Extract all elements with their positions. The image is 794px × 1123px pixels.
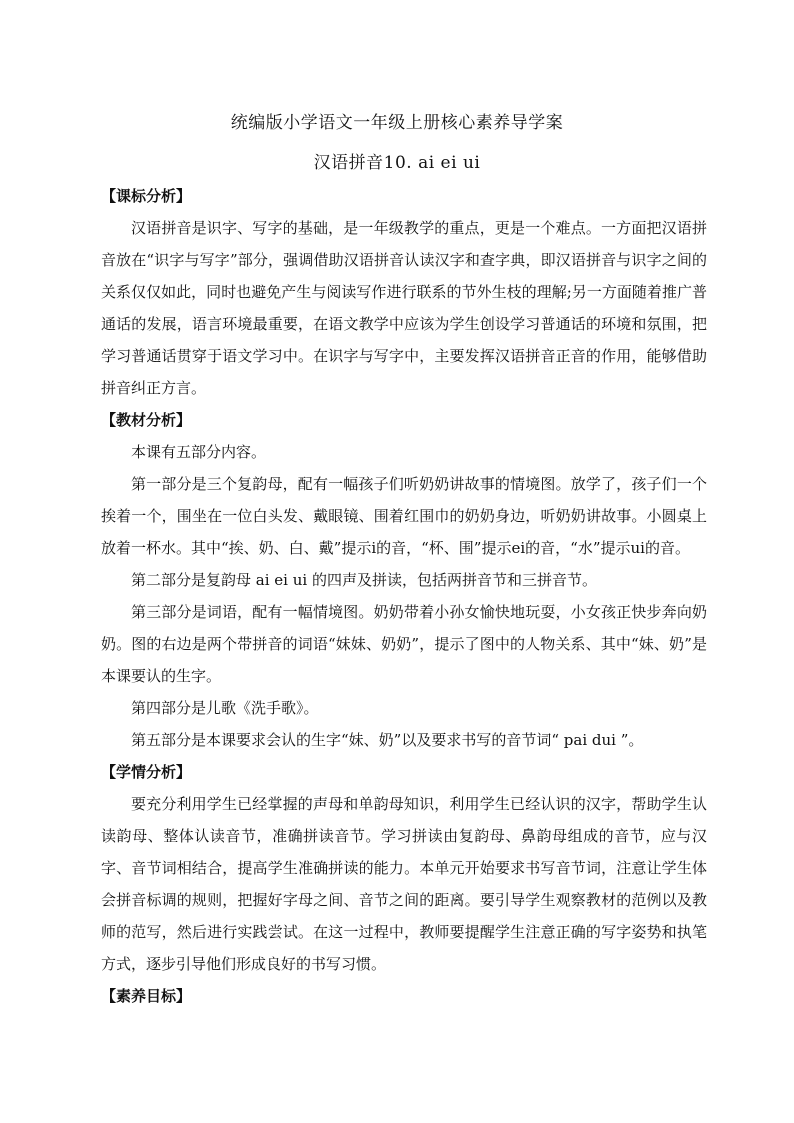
section-students: [101, 756, 707, 980]
document-body: [101, 180, 707, 1012]
section-textbook: [101, 404, 707, 756]
paragraph: 第一部分是三个复韵母，配有一幅孩子们听奶奶讲故事的情境图。放学了，孩子们一个挨着一个，围坐在一位白头发、戴眼镜、围着红围巾的奶奶身边，听奶奶讲故事。小圆桌上放着一杯水。其中“挨、奶、白、戴”提示i的音，“杯、围”提示ei的音，“水”提示ui的音。: [101, 475, 707, 557]
document-subtitle: 汉语拼音10. ai ei ui: [313, 153, 481, 173]
section-goals: [101, 980, 707, 1012]
paragraph: 本课有五部分内容。: [131, 443, 267, 461]
paragraph: 第二部分是复韵母 ai ei ui 的四声及拼读，包括两拼音节和三拼音节。: [131, 571, 597, 589]
section-heading: 【学情分析】: [101, 763, 192, 781]
document-title: 统编版小学语文一年级上册核心素养导学案: [230, 113, 564, 133]
paragraph: 要充分利用学生已经掌握的声母和单韵母知识，利用学生已经认识的汉字，帮助学生认读韵母、整体认读音节，准确拼读音节。学习拼读由复韵母、鼻韵母组成的音节，应与汉字、音节词相结合，提高学生准确拼读的能力。本单元开始要求书写音节词，注意让学生体会拼音标调的规则，把握好字母之间、音节之间的距离。要引导学生观察教材的范例以及教师的范写，然后进行实践尝试。在这一过程中，教师要提醒学生注意正确的写字姿势和执笔方式，逐步引导他们形成良好的书写习惯。: [101, 795, 707, 973]
section-heading: 【素养目标】: [101, 987, 192, 1005]
paragraph: 第三部分是词语，配有一幅情境图。奶奶带着小孙女愉快地玩耍，小女孩正快步奔向奶奶。图的右边是两个带拼音的词语“妹妹、奶奶”，提示了图中的人物关系、其中“妹、奶”是本课要认的生字。: [101, 603, 707, 685]
paragraph: 第五部分是本课要求会认的生字“妹、奶”以及要求书写的音节词“ pai dui ”。: [131, 731, 644, 749]
section-heading: 【教材分析】: [101, 411, 192, 429]
section-heading: 【课标分析】: [101, 187, 192, 205]
paragraph: 汉语拼音是识字、写字的基础，是一年级教学的重点，更是一个难点。一方面把汉语拼音放在“识字与写字”部分，强调借助汉语拼音认读汉字和查字典，即汉语拼音与识字之间的关系仅仅如此，同时也避免产生与阅读写作进行联系的节外生枝的理解;另一方面随着推广普通话的发展，语言环境最重要，在语文教学中应该为学生创设学习普通话的环境和氛围，把学习普通话贯穿于语文学习中。在识字与写字中，主要发挥汉语拼音正音的作用，能够借助拼音纠正方言。: [101, 219, 707, 397]
paragraph: 第四部分是儿歌《洗手歌》。: [131, 699, 319, 717]
section-curriculum: [101, 180, 707, 404]
